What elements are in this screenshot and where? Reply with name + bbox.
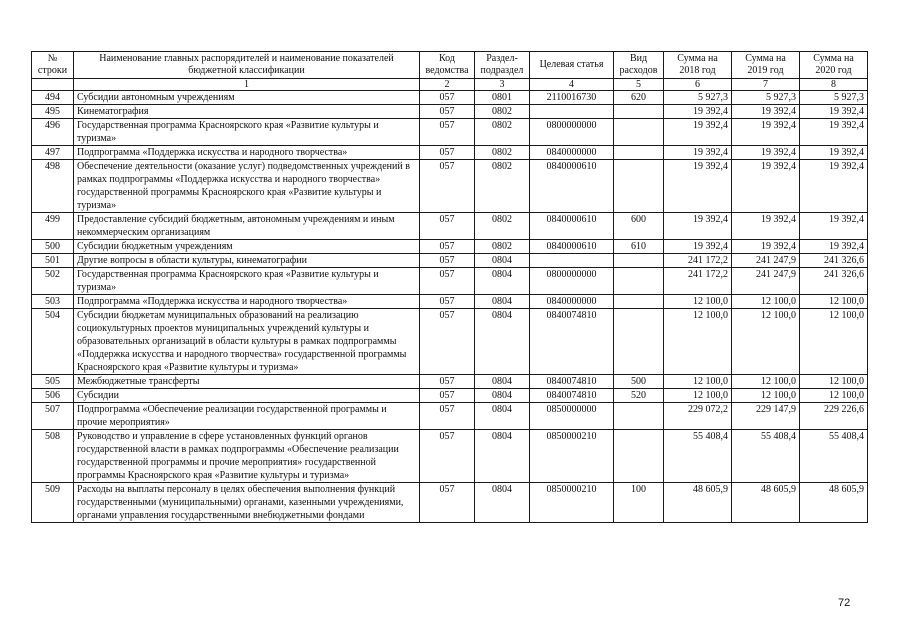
table-row xyxy=(32,375,868,389)
sum-2019: 19 392,4 xyxy=(732,160,800,213)
row-name: Кинематография xyxy=(74,105,420,119)
dept-code: 057 xyxy=(420,483,475,523)
section-code: 0804 xyxy=(475,295,530,309)
row-number: 498 xyxy=(32,160,74,213)
sum-2018: 5 927,3 xyxy=(664,91,732,105)
row-number: 497 xyxy=(32,146,74,160)
section-code: 0804 xyxy=(475,389,530,403)
section-code: 0804 xyxy=(475,483,530,523)
expense-type xyxy=(614,254,664,268)
expense-type xyxy=(614,146,664,160)
sum-2018: 12 100,0 xyxy=(664,295,732,309)
dept-code: 057 xyxy=(420,146,475,160)
table-row xyxy=(32,403,868,430)
header-row xyxy=(32,52,868,79)
target-code: 0850000000 xyxy=(530,403,614,430)
sum-2020: 19 392,4 xyxy=(800,105,868,119)
target-code xyxy=(530,105,614,119)
sum-2019: 241 247,9 xyxy=(732,268,800,295)
row-name: Субсидии бюджетам муниципальных образований на реализацию социокультурных проектов муниципальных учреждений культуры и образовательных организаций в области культуры в рамках подпрограммы «Поддержка искусства и народного творчества» государственной программы Красноярского края «Развитие культуры и туризма» xyxy=(74,309,420,375)
dept-code: 057 xyxy=(420,403,475,430)
row-number: 502 xyxy=(32,268,74,295)
row-number: 509 xyxy=(32,483,74,523)
dept-code: 057 xyxy=(420,213,475,240)
column-number: 1 xyxy=(74,79,420,91)
dept-code: 057 xyxy=(420,295,475,309)
section-code: 0802 xyxy=(475,160,530,213)
table-row xyxy=(32,483,868,523)
dept-code: 057 xyxy=(420,240,475,254)
expense-type xyxy=(614,119,664,146)
table-row xyxy=(32,119,868,146)
header-row-no: № строки xyxy=(32,52,74,79)
row-name: Межбюджетные трансферты xyxy=(74,375,420,389)
row-name: Государственная программа Красноярского края «Развитие культуры и туризма» xyxy=(74,268,420,295)
sum-2018: 48 605,9 xyxy=(664,483,732,523)
sum-2019: 19 392,4 xyxy=(732,105,800,119)
sum-2019: 12 100,0 xyxy=(732,375,800,389)
table-row xyxy=(32,213,868,240)
expense-type: 100 xyxy=(614,483,664,523)
target-code: 0840000610 xyxy=(530,160,614,213)
expense-type xyxy=(614,309,664,375)
section-code: 0802 xyxy=(475,240,530,254)
column-number: 5 xyxy=(614,79,664,91)
table-row xyxy=(32,295,868,309)
sum-2020: 241 326,6 xyxy=(800,268,868,295)
dept-code: 057 xyxy=(420,160,475,213)
expense-type: 500 xyxy=(614,375,664,389)
target-code: 0850000210 xyxy=(530,430,614,483)
expense-type: 520 xyxy=(614,389,664,403)
column-number: 7 xyxy=(732,79,800,91)
column-number: 6 xyxy=(664,79,732,91)
sum-2019: 19 392,4 xyxy=(732,213,800,240)
target-code: 0800000000 xyxy=(530,268,614,295)
sum-2018: 229 072,2 xyxy=(664,403,732,430)
section-code: 0804 xyxy=(475,375,530,389)
dept-code: 057 xyxy=(420,389,475,403)
header-section: Раздел-подраздел xyxy=(475,52,530,79)
sum-2020: 241 326,6 xyxy=(800,254,868,268)
sum-2020: 19 392,4 xyxy=(800,213,868,240)
column-number: 3 xyxy=(475,79,530,91)
expense-type xyxy=(614,105,664,119)
sum-2018: 12 100,0 xyxy=(664,375,732,389)
section-code: 0804 xyxy=(475,268,530,295)
dept-code: 057 xyxy=(420,119,475,146)
table-row xyxy=(32,240,868,254)
row-number: 501 xyxy=(32,254,74,268)
budget-table xyxy=(31,51,868,523)
header-sum-2018: Сумма на 2018 год xyxy=(664,52,732,79)
target-code: 0840000610 xyxy=(530,240,614,254)
table-row xyxy=(32,160,868,213)
sum-2018: 12 100,0 xyxy=(664,389,732,403)
row-name: Подпрограмма «Поддержка искусства и народного творчества» xyxy=(74,146,420,160)
row-name: Субсидии автономным учреждениям xyxy=(74,91,420,105)
row-number: 504 xyxy=(32,309,74,375)
sum-2020: 12 100,0 xyxy=(800,309,868,375)
table-row xyxy=(32,268,868,295)
sum-2019: 48 605,9 xyxy=(732,483,800,523)
header-expense-type: Вид расходов xyxy=(614,52,664,79)
table-row xyxy=(32,91,868,105)
row-number: 494 xyxy=(32,91,74,105)
sum-2020: 12 100,0 xyxy=(800,375,868,389)
column-number: 8 xyxy=(800,79,868,91)
sum-2018: 241 172,2 xyxy=(664,254,732,268)
expense-type xyxy=(614,403,664,430)
expense-type xyxy=(614,268,664,295)
sum-2020: 48 605,9 xyxy=(800,483,868,523)
dept-code: 057 xyxy=(420,268,475,295)
row-number: 508 xyxy=(32,430,74,483)
target-code: 2110016730 xyxy=(530,91,614,105)
sum-2018: 19 392,4 xyxy=(664,240,732,254)
target-code: 0840074810 xyxy=(530,375,614,389)
row-number: 500 xyxy=(32,240,74,254)
row-number: 499 xyxy=(32,213,74,240)
table-body xyxy=(32,91,868,523)
expense-type xyxy=(614,160,664,213)
sum-2018: 12 100,0 xyxy=(664,309,732,375)
row-name: Предоставление субсидий бюджетным, автономным учреждениям и иным некоммерческим организациям xyxy=(74,213,420,240)
sum-2019: 19 392,4 xyxy=(732,146,800,160)
expense-type xyxy=(614,430,664,483)
row-number: 505 xyxy=(32,375,74,389)
expense-type: 620 xyxy=(614,91,664,105)
expense-type xyxy=(614,295,664,309)
sum-2019: 19 392,4 xyxy=(732,240,800,254)
sum-2020: 229 226,6 xyxy=(800,403,868,430)
section-code: 0804 xyxy=(475,403,530,430)
sum-2018: 19 392,4 xyxy=(664,119,732,146)
sum-2019: 229 147,9 xyxy=(732,403,800,430)
dept-code: 057 xyxy=(420,430,475,483)
column-number: 2 xyxy=(420,79,475,91)
target-code: 0840000610 xyxy=(530,213,614,240)
dept-code: 057 xyxy=(420,375,475,389)
sum-2019: 12 100,0 xyxy=(732,295,800,309)
section-code: 0802 xyxy=(475,146,530,160)
sum-2020: 19 392,4 xyxy=(800,119,868,146)
table-row xyxy=(32,309,868,375)
row-number: 507 xyxy=(32,403,74,430)
column-number-row xyxy=(32,79,868,91)
column-number xyxy=(32,79,74,91)
header-sum-2020: Сумма на 2020 год xyxy=(800,52,868,79)
dept-code: 057 xyxy=(420,91,475,105)
sum-2018: 55 408,4 xyxy=(664,430,732,483)
section-code: 0804 xyxy=(475,430,530,483)
target-code: 0840000000 xyxy=(530,146,614,160)
row-name: Подпрограмма «Поддержка искусства и народного творчества» xyxy=(74,295,420,309)
sum-2020: 19 392,4 xyxy=(800,160,868,213)
table-row xyxy=(32,389,868,403)
row-number: 506 xyxy=(32,389,74,403)
target-code: 0840000000 xyxy=(530,295,614,309)
target-code: 0800000000 xyxy=(530,119,614,146)
section-code: 0801 xyxy=(475,91,530,105)
row-number: 495 xyxy=(32,105,74,119)
table-row xyxy=(32,430,868,483)
section-code: 0802 xyxy=(475,213,530,240)
sum-2020: 19 392,4 xyxy=(800,146,868,160)
sum-2020: 19 392,4 xyxy=(800,240,868,254)
header-dept-code: Код ведомства xyxy=(420,52,475,79)
section-code: 0802 xyxy=(475,119,530,146)
header-target: Целевая статья xyxy=(530,52,614,79)
target-code: 0840074810 xyxy=(530,309,614,375)
header-sum-2019: Сумма на 2019 год xyxy=(732,52,800,79)
sum-2020: 55 408,4 xyxy=(800,430,868,483)
target-code: 0850000210 xyxy=(530,483,614,523)
dept-code: 057 xyxy=(420,254,475,268)
row-number: 503 xyxy=(32,295,74,309)
target-code xyxy=(530,254,614,268)
row-number: 496 xyxy=(32,119,74,146)
sum-2018: 241 172,2 xyxy=(664,268,732,295)
section-code: 0802 xyxy=(475,105,530,119)
sum-2019: 5 927,3 xyxy=(732,91,800,105)
row-name: Подпрограмма «Обеспечение реализации государственной программы и прочие мероприятия» xyxy=(74,403,420,430)
sum-2018: 19 392,4 xyxy=(664,213,732,240)
row-name: Расходы на выплаты персоналу в целях обеспечения выполнения функций государственными (муниципальными) органами, казенными учреждениями, органами управления государственными внебюджетными фондами xyxy=(74,483,420,523)
row-name: Обеспечение деятельности (оказание услуг) подведомственных учреждений в рамках подпрограммы «Поддержка искусства и народного творчества» государственной программы Красноярского края «Развитие культуры и туризма» xyxy=(74,160,420,213)
sum-2020: 12 100,0 xyxy=(800,389,868,403)
sum-2019: 241 247,9 xyxy=(732,254,800,268)
sum-2018: 19 392,4 xyxy=(664,146,732,160)
target-code: 0840074810 xyxy=(530,389,614,403)
header-name: Наименование главных распорядителей и наименование показателей бюджетной классификации xyxy=(74,52,420,79)
dept-code: 057 xyxy=(420,105,475,119)
page-number: 72 xyxy=(838,597,851,609)
expense-type: 600 xyxy=(614,213,664,240)
sum-2018: 19 392,4 xyxy=(664,105,732,119)
table-row xyxy=(32,254,868,268)
row-name: Государственная программа Красноярского края «Развитие культуры и туризма» xyxy=(74,119,420,146)
section-code: 0804 xyxy=(475,309,530,375)
table-row xyxy=(32,146,868,160)
row-name: Субсидии xyxy=(74,389,420,403)
sum-2019: 12 100,0 xyxy=(732,309,800,375)
sum-2020: 12 100,0 xyxy=(800,295,868,309)
column-number: 4 xyxy=(530,79,614,91)
expense-type: 610 xyxy=(614,240,664,254)
row-name: Руководство и управление в сфере установленных функций органов государственной власти в рамках подпрограммы «Обеспечение реализации государственной программы и прочие мероприятия» государственной программы Красноярского края «Развитие культуры и туризма» xyxy=(74,430,420,483)
sum-2018: 19 392,4 xyxy=(664,160,732,213)
dept-code: 057 xyxy=(420,309,475,375)
sum-2020: 5 927,3 xyxy=(800,91,868,105)
sum-2019: 19 392,4 xyxy=(732,119,800,146)
section-code: 0804 xyxy=(475,254,530,268)
row-name: Другие вопросы в области культуры, кинематографии xyxy=(74,254,420,268)
sum-2019: 12 100,0 xyxy=(732,389,800,403)
sum-2019: 55 408,4 xyxy=(732,430,800,483)
table-row xyxy=(32,105,868,119)
row-name: Субсидии бюджетным учреждениям xyxy=(74,240,420,254)
